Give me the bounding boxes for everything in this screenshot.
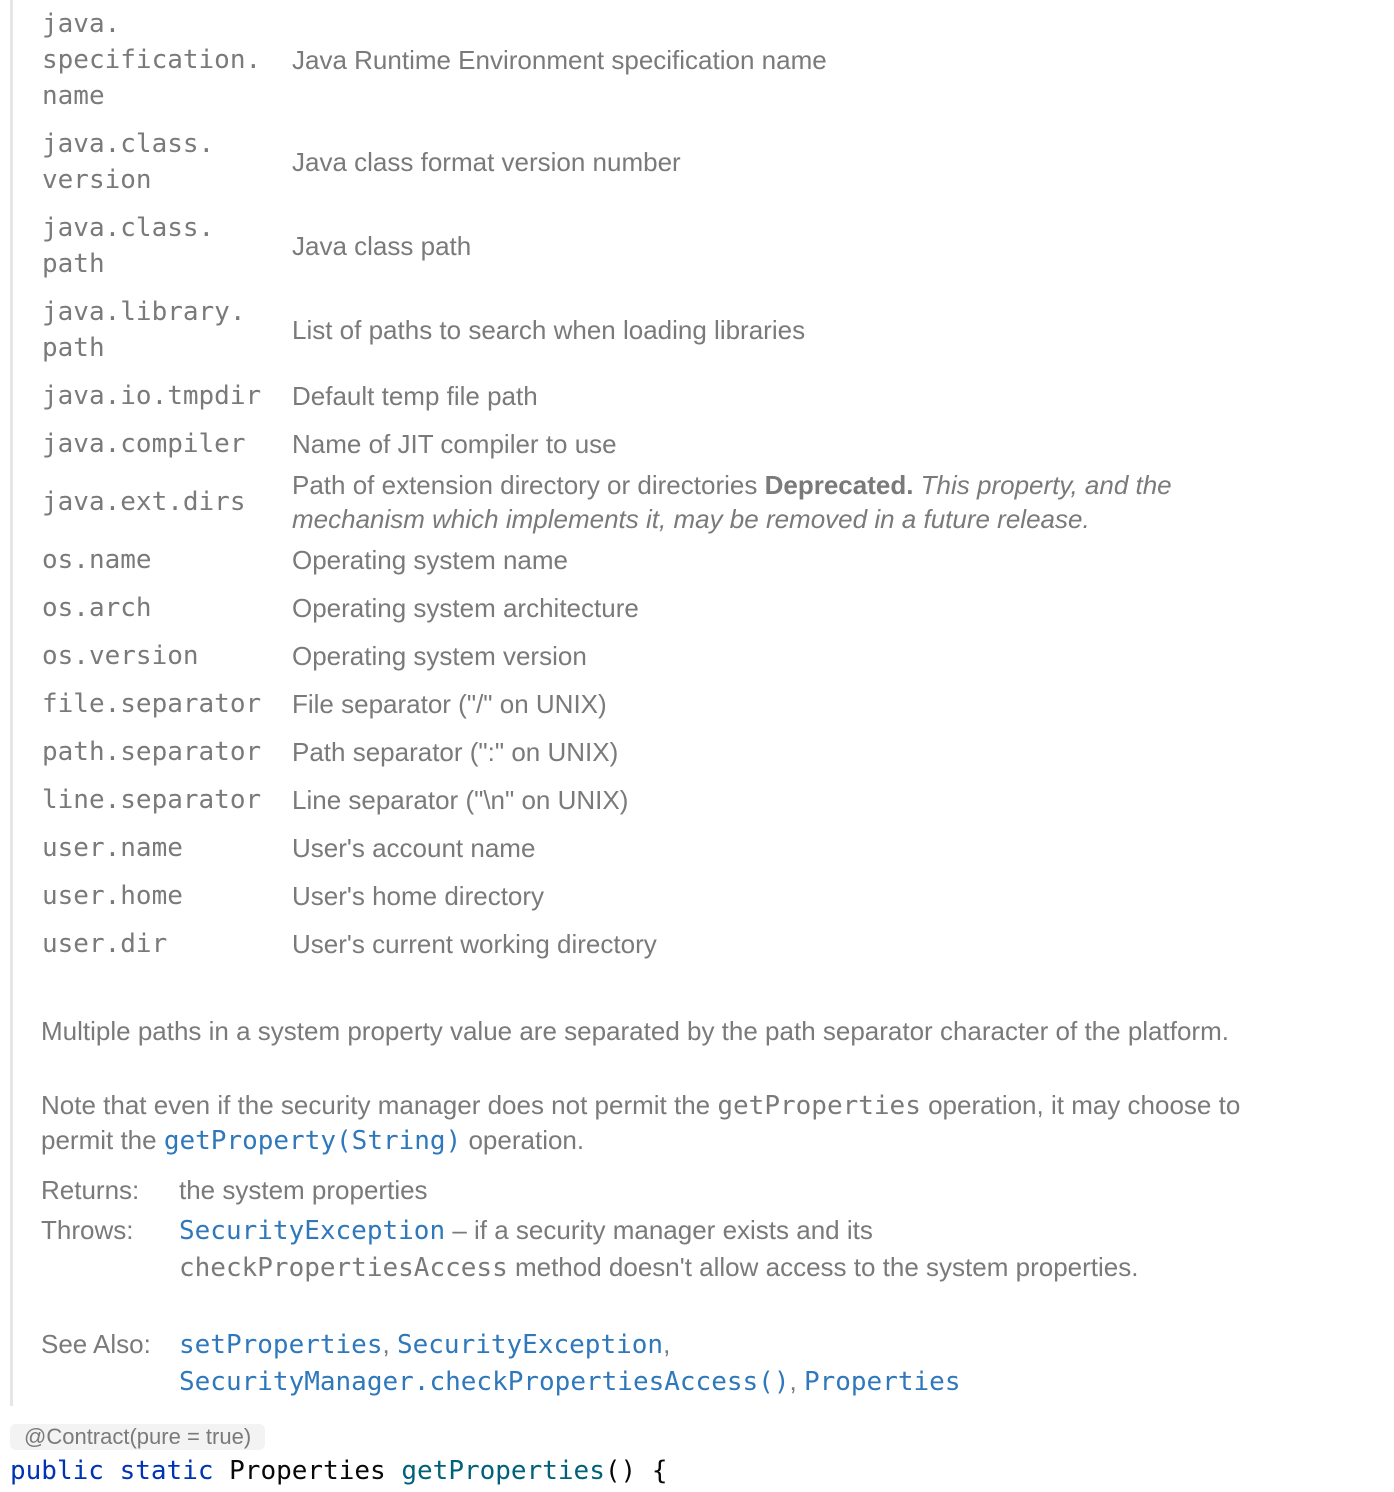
property-description xyxy=(292,920,1252,968)
property-key xyxy=(42,632,292,680)
property-key xyxy=(42,776,292,824)
property-description xyxy=(292,536,1252,584)
property-description xyxy=(292,680,1252,728)
property-row xyxy=(42,584,1252,632)
see-also-row: See Also: setProperties, SecurityException, SecurityManager.checkPropertiesAccess(), Properties xyxy=(41,1326,1141,1402)
property-row xyxy=(42,632,1252,680)
property-description xyxy=(292,288,1252,372)
property-row xyxy=(42,920,1252,968)
note-text: operation, it may choose to permit the xyxy=(41,1090,1241,1155)
property-key-line: java.class. xyxy=(42,213,215,243)
signature-tail: () { xyxy=(604,1456,668,1486)
property-key-line: user.name xyxy=(42,833,183,863)
property-key xyxy=(42,120,292,204)
property-key-line: user.dir xyxy=(42,929,168,959)
return-type[interactable]: Properties xyxy=(229,1456,386,1486)
throws-text: method doesn't allow access to the system properties. xyxy=(507,1252,1139,1282)
description-text: User's account name xyxy=(292,833,536,863)
property-key-line: path xyxy=(42,249,105,279)
description-text: Line separator ("\n" on UNIX) xyxy=(292,785,629,815)
property-key xyxy=(42,728,292,776)
note-text: Note that even if the security manager does not permit the xyxy=(41,1090,718,1120)
get-property-link[interactable]: getProperty(String) xyxy=(163,1126,462,1156)
description-text: Name of JIT compiler to use xyxy=(292,429,617,459)
throws-row xyxy=(41,1212,1141,1322)
property-description xyxy=(292,204,1252,288)
property-row xyxy=(42,288,1252,372)
property-key-line: specification. xyxy=(42,45,262,75)
property-key-line: os.version xyxy=(42,641,199,671)
description-text: Default temp file path xyxy=(292,381,538,411)
see-also-label: See Also: xyxy=(41,1329,151,1359)
property-description xyxy=(292,728,1252,776)
property-row xyxy=(42,204,1252,288)
property-key-line: user.home xyxy=(42,881,183,911)
note-paragraph xyxy=(41,1088,1261,1158)
property-description xyxy=(292,120,1252,204)
property-key-line: os.arch xyxy=(42,593,152,623)
property-key-line: java. xyxy=(42,9,121,39)
description-text: Path separator (":" on UNIX) xyxy=(292,737,619,767)
description-text: Path of extension directory or directories xyxy=(292,470,758,500)
returns-text: the system properties xyxy=(179,1175,428,1205)
deprecated-note: This property, and the mechanism which implements it, may be removed in a future release. xyxy=(292,470,1172,534)
see-also-link-properties[interactable]: Properties xyxy=(803,1367,961,1397)
property-row xyxy=(42,0,1252,120)
property-description xyxy=(292,0,1252,120)
property-key-line: java.compiler xyxy=(42,429,246,459)
property-key xyxy=(42,372,292,420)
see-also-link-set-properties[interactable]: setProperties xyxy=(179,1330,383,1360)
property-key xyxy=(42,536,292,584)
property-row xyxy=(42,468,1252,536)
property-key xyxy=(42,468,292,536)
property-description xyxy=(292,372,1252,420)
property-description xyxy=(292,824,1252,872)
property-description xyxy=(292,420,1252,468)
property-row xyxy=(42,120,1252,204)
property-key-line: os.name xyxy=(42,545,152,575)
description-text: List of paths to search when loading libraries xyxy=(292,315,806,345)
property-row xyxy=(42,728,1252,776)
property-row xyxy=(42,824,1252,872)
description-text: Java Runtime Environment specification name xyxy=(292,45,827,75)
throws-text: – if a security manager exists and its xyxy=(445,1215,873,1245)
property-key xyxy=(42,824,292,872)
multiple-paths-paragraph: Multiple paths in a system property value are separated by the path separator character of the platform. xyxy=(41,1016,1229,1046)
property-key xyxy=(42,584,292,632)
property-key-line: line.separator xyxy=(42,785,262,815)
returns-label: Returns: xyxy=(41,1175,140,1205)
description-text: Java class format version number xyxy=(292,147,681,177)
property-key xyxy=(42,288,292,372)
note-text: operation. xyxy=(461,1125,585,1155)
system-properties-table xyxy=(42,0,1252,968)
property-description xyxy=(292,468,1252,536)
method-signature xyxy=(10,1452,667,1490)
property-row xyxy=(42,872,1252,920)
property-key-line: java.io.tmpdir xyxy=(42,381,262,411)
description-text: Operating system version xyxy=(292,641,587,671)
property-key-line: java.class. xyxy=(42,129,215,159)
throws-label: Throws: xyxy=(41,1215,134,1245)
see-also-link-security-exception[interactable]: SecurityException xyxy=(396,1330,664,1360)
security-exception-link[interactable]: SecurityException xyxy=(179,1216,446,1246)
property-key-line: name xyxy=(42,81,105,111)
property-description xyxy=(292,632,1252,680)
description-text: User's home directory xyxy=(292,881,545,911)
property-key xyxy=(42,0,292,120)
description-text: File separator ("/" on UNIX) xyxy=(292,689,607,719)
returns-row xyxy=(41,1172,1141,1208)
description-text: Operating system name xyxy=(292,545,569,575)
property-description xyxy=(292,584,1252,632)
description-text: User's current working directory xyxy=(292,929,657,959)
property-key xyxy=(42,204,292,288)
description-text: Operating system architecture xyxy=(292,593,639,623)
property-description xyxy=(292,872,1252,920)
property-row xyxy=(42,536,1252,584)
javadoc-panel xyxy=(10,0,1263,1406)
property-key-line: version xyxy=(42,165,152,195)
see-also-link-check-properties-access[interactable]: SecurityManager.checkPropertiesAccess() xyxy=(179,1367,790,1397)
property-key-line: path.separator xyxy=(42,737,262,767)
property-key xyxy=(42,680,292,728)
property-row xyxy=(42,776,1252,824)
property-description xyxy=(292,776,1252,824)
property-row xyxy=(42,372,1252,420)
property-key-line: file.separator xyxy=(42,689,262,719)
check-properties-access-code: checkPropertiesAccess xyxy=(179,1253,508,1283)
property-key xyxy=(42,872,292,920)
deprecated-label: Deprecated. xyxy=(764,470,914,500)
description-text: Java class path xyxy=(292,231,472,261)
property-key xyxy=(42,920,292,968)
keyword-static: static xyxy=(119,1456,214,1486)
property-key xyxy=(42,420,292,468)
property-key-line: java.library. xyxy=(42,297,246,327)
method-name[interactable]: getProperties xyxy=(401,1456,605,1486)
keyword-public: public xyxy=(10,1456,104,1486)
property-row xyxy=(42,680,1252,728)
get-properties-code: getProperties xyxy=(717,1091,921,1121)
property-row xyxy=(42,420,1252,468)
property-key-line: path xyxy=(42,333,105,363)
property-key-line: java.ext.dirs xyxy=(42,487,246,517)
contract-annotation[interactable]: @Contract(pure = true) xyxy=(10,1424,265,1450)
